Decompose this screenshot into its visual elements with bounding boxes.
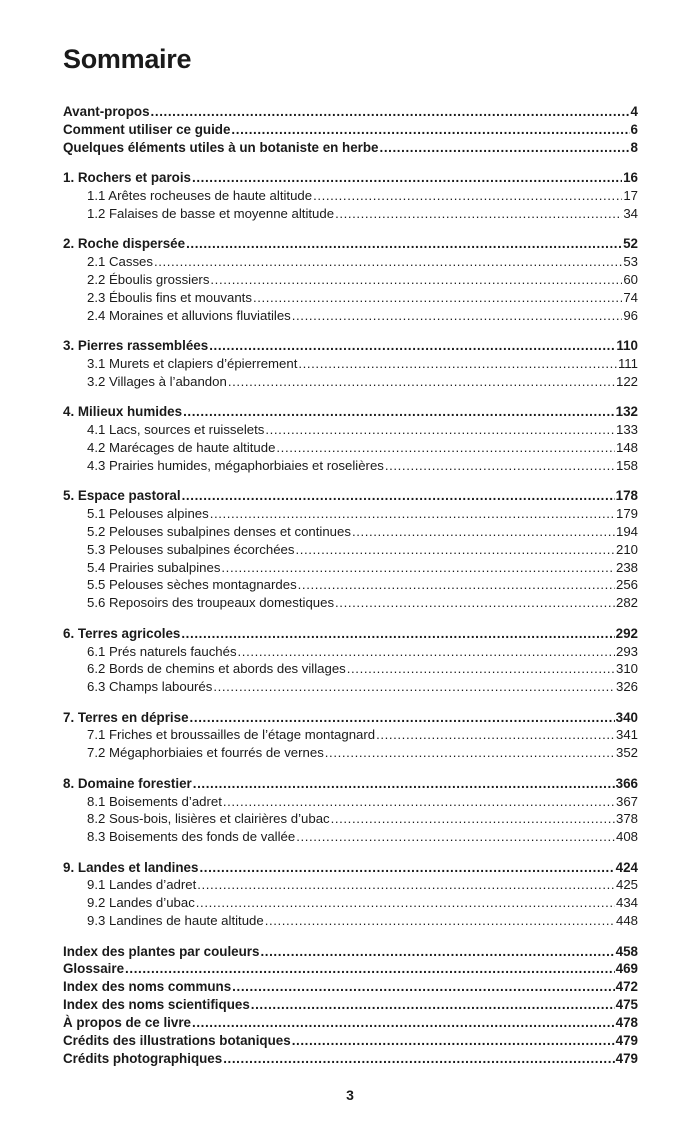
dot-leader: [292, 307, 623, 325]
toc-appendix-entry[interactable]: [63, 1014, 638, 1032]
toc-chapter-entry[interactable]: [63, 235, 638, 253]
toc-entry-label: 7.2 Mégaphorbiaies et fourrés de vernes: [87, 745, 324, 761]
toc-entry-page: 292: [615, 625, 638, 641]
toc-entry-page: 96: [623, 307, 638, 323]
dot-leader: [295, 541, 615, 559]
toc-chapter-entry[interactable]: [63, 337, 638, 355]
dot-leader: [151, 103, 630, 121]
toc-subsection-entry[interactable]: [63, 187, 638, 205]
toc-entry-label: Index des plantes par couleurs: [63, 943, 260, 959]
toc-entry-label: 8.2 Sous-bois, lisières et clairières d’ubac: [87, 811, 330, 827]
dot-leader: [231, 121, 629, 139]
toc-entry-label: 5.6 Reposoirs des troupeaux domestiques: [87, 595, 335, 611]
toc-entry-label: 4.1 Lacs, sources et ruisselets: [87, 421, 265, 437]
toc-subsection-entry[interactable]: [63, 643, 638, 661]
toc-chapter-entry[interactable]: [63, 403, 638, 421]
toc-entry-page: 16: [623, 170, 638, 186]
toc-entry-page: 408: [615, 829, 638, 845]
toc-subsection-entry[interactable]: [63, 523, 638, 541]
toc-entry-page: 110: [616, 337, 638, 353]
dot-leader: [265, 421, 615, 439]
dot-leader: [251, 996, 615, 1014]
dot-leader: [232, 978, 614, 996]
toc-entry-label: À propos de ce livre: [63, 1015, 191, 1031]
toc-entry-page: 340: [615, 709, 638, 725]
dot-leader: [352, 523, 615, 541]
toc-entry-label: 2. Roche dispersée: [63, 236, 186, 252]
toc-entry-label: 8.1 Boisements d’adret: [87, 793, 222, 809]
toc-entry-page: 424: [615, 859, 638, 875]
dot-leader: [209, 337, 615, 355]
toc-subsection-entry[interactable]: [63, 810, 638, 828]
dot-leader: [228, 373, 615, 391]
toc-subsection-entry[interactable]: [63, 307, 638, 325]
toc-subsection-entry[interactable]: [63, 576, 638, 594]
toc-entry-page: 148: [615, 439, 638, 455]
dot-leader: [292, 1032, 615, 1050]
toc-entry-page: 472: [615, 979, 638, 995]
toc-entry-page: 132: [615, 404, 638, 420]
toc-entry-label: 9.3 Landines de haute altitude: [87, 913, 264, 929]
toc-entry-label: Glossaire: [63, 961, 125, 977]
dot-leader: [197, 876, 615, 894]
toc-entry-label: 7. Terres en déprise: [63, 709, 189, 725]
toc-entry-page: 256: [615, 577, 638, 593]
toc-chapter-entry[interactable]: [63, 709, 638, 727]
toc-entry-page: 60: [623, 271, 638, 287]
toc-entry-label: 7.1 Friches et broussailles de l’étage montagnard: [87, 727, 376, 743]
dot-leader: [182, 487, 615, 505]
toc-entry-label: 9.1 Landes d’adret: [87, 877, 197, 893]
dot-leader: [335, 205, 622, 223]
toc-entry-label: 3. Pierres rassemblées: [63, 337, 209, 353]
dot-leader: [210, 505, 615, 523]
dot-leader: [221, 559, 615, 577]
toc-subsection-entry[interactable]: [63, 439, 638, 457]
toc-appendix-entry[interactable]: [63, 943, 638, 961]
toc-entry-page: 133: [615, 421, 638, 437]
toc-subsection-entry[interactable]: [63, 894, 638, 912]
toc-entry-label: 4. Milieux humides: [63, 404, 183, 420]
toc-entry-page: 6: [630, 121, 638, 137]
dot-leader: [325, 744, 615, 762]
toc-entry-page: 282: [615, 595, 638, 611]
toc-appendix-entry[interactable]: [63, 978, 638, 996]
toc-entry-page: 210: [615, 541, 638, 557]
toc-subsection-entry[interactable]: [63, 876, 638, 894]
toc-entry-label: Crédits photographiques: [63, 1050, 223, 1066]
toc-chapter-entry[interactable]: [63, 775, 638, 793]
toc-subsection-entry[interactable]: [63, 660, 638, 678]
dot-leader: [213, 678, 615, 696]
toc-entry-page: 122: [615, 373, 638, 389]
toc-entry-page: 326: [615, 679, 638, 695]
toc-chapter-entry[interactable]: [63, 169, 638, 187]
dot-leader: [181, 625, 614, 643]
dot-leader: [376, 726, 615, 744]
toc-subsection-entry[interactable]: [63, 505, 638, 523]
toc-subsection-entry[interactable]: [63, 253, 638, 271]
section-spacer: [63, 157, 638, 169]
dot-leader: [154, 253, 622, 271]
toc-entry-page: 310: [615, 661, 638, 677]
dot-leader: [192, 169, 622, 187]
toc-subsection-entry[interactable]: [63, 678, 638, 696]
toc-entry-label: 2.2 Éboulis grossiers: [87, 271, 210, 287]
section-spacer: [63, 391, 638, 403]
toc-entry-label: 8. Domaine forestier: [63, 775, 192, 791]
toc-entry-page: 52: [623, 236, 638, 252]
toc-entry-page: 448: [615, 913, 638, 929]
dot-leader: [192, 1014, 615, 1032]
toc-entry-label: 1.2 Falaises de basse et moyenne altitude: [87, 205, 335, 221]
toc-entry-label: 5.2 Pelouses subalpines denses et continues: [87, 523, 351, 539]
toc-subsection-entry[interactable]: [63, 271, 638, 289]
toc-subsection-entry[interactable]: [63, 912, 638, 930]
toc-appendix-entry[interactable]: [63, 996, 638, 1014]
toc-entry-page: 4: [630, 104, 638, 119]
dot-leader: [385, 457, 615, 475]
toc-entry-page: 366: [615, 775, 638, 791]
dot-leader: [265, 912, 615, 930]
toc-entry-page: 479: [615, 1050, 638, 1066]
toc-entry-label: 1.1 Arêtes rocheuses de haute altitude: [87, 187, 313, 203]
toc-subsection-entry[interactable]: [63, 457, 638, 475]
toc-intro-entry[interactable]: [63, 139, 638, 157]
toc-subsection-entry[interactable]: [63, 744, 638, 762]
toc-entry-label: 2.4 Moraines et alluvions fluviatiles: [87, 307, 291, 323]
toc-entry-label: 5.1 Pelouses alpines: [87, 505, 209, 521]
dot-leader: [276, 439, 615, 457]
table-of-contents: [63, 103, 638, 1068]
dot-leader: [260, 943, 614, 961]
toc-entry-page: 158: [615, 457, 638, 473]
toc-entry-page: 469: [615, 961, 638, 977]
toc-subsection-entry[interactable]: [63, 373, 638, 391]
toc-chapter-entry[interactable]: [63, 859, 638, 877]
toc-subsection-entry[interactable]: [63, 793, 638, 811]
toc-entry-page: 111: [617, 355, 638, 371]
toc-entry-page: 475: [615, 997, 638, 1013]
toc-entry-label: 5.5 Pelouses sèches montagnardes: [87, 577, 297, 593]
section-spacer: [63, 223, 638, 235]
toc-chapter-entry[interactable]: [63, 487, 638, 505]
toc-subsection-entry[interactable]: [63, 421, 638, 439]
toc-entry-label: 8.3 Boisements des fonds de vallée: [87, 829, 296, 845]
section-spacer: [63, 930, 638, 942]
toc-entry-page: 17: [623, 187, 638, 203]
dot-leader: [331, 810, 615, 828]
dot-leader: [313, 187, 622, 205]
toc-appendix-entry[interactable]: [63, 1050, 638, 1068]
dot-leader: [238, 643, 615, 661]
dot-leader: [253, 289, 622, 307]
toc-entry-label: 4.2 Marécages de haute altitude: [87, 439, 276, 455]
toc-entry-page: 378: [615, 811, 638, 827]
page-number: 3: [346, 1087, 354, 1103]
dot-leader: [199, 859, 614, 877]
toc-entry-page: 341: [615, 727, 638, 743]
section-spacer: [63, 325, 638, 337]
dot-leader: [193, 775, 615, 793]
toc-entry-label: 6.2 Bords de chemins et abords des villages: [87, 661, 346, 677]
toc-appendix-entry[interactable]: [63, 960, 638, 978]
dot-leader: [347, 660, 615, 678]
toc-entry-page: 194: [615, 523, 638, 539]
section-spacer: [63, 696, 638, 708]
toc-entry-label: 3.2 Villages à l’abandon: [87, 373, 227, 389]
toc-subsection-entry[interactable]: [63, 559, 638, 577]
toc-entry-page: 479: [615, 1032, 638, 1048]
toc-entry-label: 3.1 Murets et clapiers d’épierrement: [87, 355, 298, 371]
toc-subsection-entry[interactable]: [63, 828, 638, 846]
toc-entry-label: Crédits des illustrations botaniques: [63, 1032, 291, 1048]
toc-entry-label: 5.4 Prairies subalpines: [87, 559, 221, 575]
dot-leader: [210, 271, 622, 289]
toc-subsection-entry[interactable]: [63, 541, 638, 559]
toc-entry-page: 179: [615, 505, 638, 521]
dot-leader: [380, 139, 630, 157]
toc-entry-label: 9.2 Landes d’ubac: [87, 895, 195, 911]
section-spacer: [63, 612, 638, 624]
toc-entry-label: 4.3 Prairies humides, mégaphorbiaies et roselières: [87, 457, 384, 473]
dot-leader: [296, 828, 615, 846]
dot-leader: [223, 793, 615, 811]
toc-subsection-entry[interactable]: [63, 355, 638, 373]
toc-entry-page: 367: [615, 793, 638, 809]
toc-intro-entry[interactable]: [63, 103, 638, 121]
section-spacer: [63, 846, 638, 858]
section-spacer: [63, 475, 638, 487]
dot-leader: [298, 576, 615, 594]
dot-leader: [183, 403, 615, 421]
toc-entry-page: 434: [615, 895, 638, 911]
toc-entry-page: 74: [623, 289, 638, 305]
toc-entry-page: 34: [623, 205, 638, 221]
toc-entry-page: 458: [615, 943, 638, 959]
toc-entry-label: Avant-propos: [63, 104, 150, 119]
toc-entry-label: Quelques éléments utiles à un botaniste en herbe: [63, 139, 379, 155]
toc-entry-page: 352: [615, 745, 638, 761]
toc-entry-label: 5.3 Pelouses subalpines écorchées: [87, 541, 295, 557]
dot-leader: [196, 894, 615, 912]
section-spacer: [63, 762, 638, 774]
dot-leader: [335, 594, 615, 612]
page-title: Sommaire: [63, 44, 192, 74]
dot-leader: [223, 1050, 614, 1068]
toc-subsection-entry[interactable]: [63, 594, 638, 612]
toc-entry-label: 2.1 Casses: [87, 254, 153, 270]
toc-entry-page: 8: [630, 139, 638, 155]
toc-subsection-entry[interactable]: [63, 289, 638, 307]
dot-leader: [186, 235, 622, 253]
toc-entry-label: 2.3 Éboulis fins et mouvants: [87, 289, 252, 305]
toc-entry-page: 238: [615, 559, 638, 575]
toc-chapter-entry[interactable]: [63, 625, 638, 643]
toc-entry-label: 1. Rochers et parois: [63, 170, 192, 186]
toc-entry-page: 425: [615, 877, 638, 893]
toc-subsection-entry[interactable]: [63, 205, 638, 223]
toc-entry-label: 6.3 Champs labourés: [87, 679, 213, 695]
toc-entry-page: 53: [623, 254, 638, 270]
toc-entry-label: 5. Espace pastoral: [63, 487, 181, 503]
dot-leader: [125, 960, 615, 978]
toc-entry-page: 478: [615, 1015, 638, 1031]
dot-leader: [298, 355, 617, 373]
toc-subsection-entry[interactable]: [63, 726, 638, 744]
toc-entry-page: 293: [615, 643, 638, 659]
toc-intro-entry[interactable]: [63, 121, 638, 139]
toc-entry-page: 178: [615, 487, 638, 503]
toc-entry-label: Index des noms communs: [63, 979, 232, 995]
toc-appendix-entry[interactable]: [63, 1032, 638, 1050]
toc-entry-label: 6.1 Prés naturels fauchés: [87, 643, 237, 659]
toc-entry-label: Comment utiliser ce guide: [63, 121, 231, 137]
toc-entry-label: 9. Landes et landines: [63, 859, 199, 875]
toc-entry-label: 6. Terres agricoles: [63, 625, 181, 641]
toc-entry-label: Index des noms scientifiques: [63, 997, 250, 1013]
dot-leader: [190, 709, 615, 727]
